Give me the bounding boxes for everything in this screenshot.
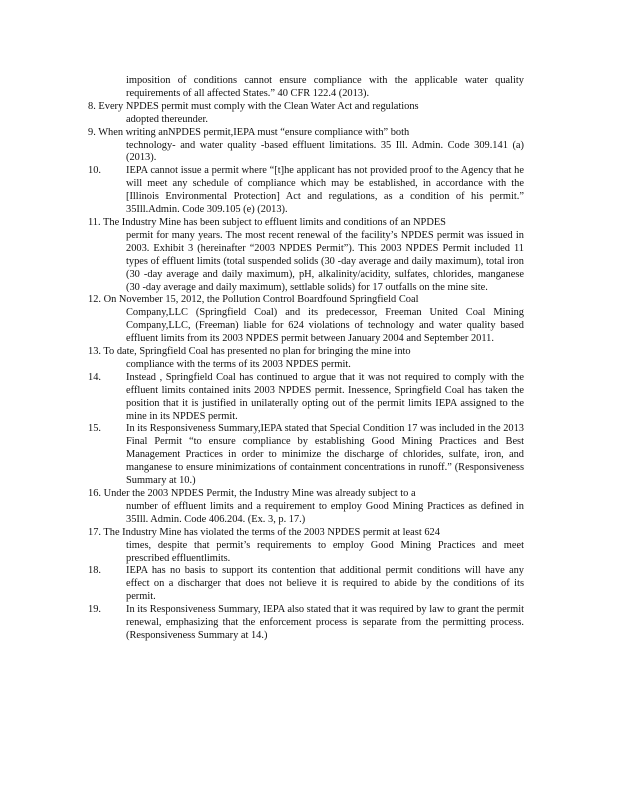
paragraph-19 [88, 604, 524, 643]
paragraph-number: 18. [88, 565, 101, 577]
paragraph-number: 11. [88, 216, 101, 228]
paragraph-9 [88, 127, 524, 166]
paragraph-17 [88, 527, 524, 566]
paragraph-number: 14. [88, 371, 101, 383]
paragraph-first-line: To date, Springfield Coal has presented no plan for bringing the mine into [103, 346, 411, 358]
paragraph-number: 8. [88, 100, 96, 112]
paragraph-body: permit for many years. The most recent renewal of the facility’s NPDES permit was issued in 2003. Exhibit 3 (hereinafter “2003 NPDES Permit”). This 2003 NPDES Permit included 11 types of effluent limits (total suspended solids (30 -day average and daily maximum), total iron (30 -day average and daily maximum), pH, alkalinity/acidity, sulfates, chlorides, manganese (30 -day average and daily maximum), settlable solids) for 17 outfalls on the mine site. [126, 229, 524, 293]
paragraph-body: compliance with the terms of its 2003 NPDES permit. [126, 358, 351, 370]
paragraph-10 [88, 165, 524, 217]
paragraph-number: 16. [88, 488, 101, 499]
paragraph-8 [88, 101, 524, 127]
paragraph-number: 13. [88, 346, 101, 358]
paragraph-18 [88, 565, 524, 604]
paragraph-number: 12. [88, 294, 101, 306]
paragraph-body: Instead , Springfield Coal has continued to argue that it was not required to comply with the effluent limits contained inits 2003 NPDES permit. Inessence, Springfield Coal has taken the position that it is justified in unilaterally opting out of the permit limits IEPA assigned to the mine in its NPDES permit. [126, 371, 524, 422]
paragraph-first-line: Every NPDES permit must comply with the Clean Water Act and regulations [98, 100, 419, 112]
document-body [88, 75, 524, 643]
paragraph-body: In its Responsiveness Summary,IEPA stated that Special Condition 17 was included in the 2013 Final Permit “to ensure compliance by establishing Good Mining Practices and Best Management Practices in order to minimize the discharge of chlorides, sulfate, iron, and manganese to ensure minimizations of containment concentrations in runoff.” (Responsiveness Summary at 10.) [126, 423, 524, 487]
paragraph-first-line: The Industry Mine has violated the terms of the 2003 NPDES permit at least 624 [103, 526, 440, 538]
paragraph-body: number of effluent limits and a requirement to employ Good Mining Practices as defined in 35Ill. Admin. Code 406.204. (Ex. 3, p. 17.) [126, 500, 524, 525]
paragraph-15 [88, 423, 524, 488]
paragraph-11 [88, 217, 524, 294]
paragraph-number: 17. [88, 526, 101, 538]
paragraph-body: technology- and water quality -based effluent limitations. 35 Ill. Admin. Code 309.141 (a) (2013). [126, 139, 524, 164]
paragraph-body: IEPA has no basis to support its contention that additional permit conditions will have any effect on a discharger that does not believe it is required to abide by the conditions of its permit. [126, 565, 524, 603]
continuation-text: imposition of conditions cannot ensure compliance with the applicable water quality requirements of all affected States.” 40 CFR 122.4 (2013). [126, 75, 524, 99]
paragraph-body: times, despite that permit’s requirements to employ Good Mining Practices and meet prescribed effluentlimits. [126, 539, 524, 564]
paragraph-13 [88, 346, 524, 372]
paragraph-number: 19. [88, 604, 101, 616]
paragraph-first-line: When writing anNPDES permit,IEPA must “ensure compliance with” both [98, 126, 410, 138]
paragraph-body: In its Responsiveness Summary, IEPA also stated that it was required by law to grant the permit renewal, emphasizing that the enforcement process is separate from the permitting process. (Responsiveness Summary at 14.) [126, 604, 524, 641]
paragraph-first-line: The Industry Mine has been subject to effluent limits and conditions of an NPDES [103, 216, 446, 228]
paragraph-12 [88, 294, 524, 346]
paragraph-body: adopted thereunder. [126, 113, 208, 125]
paragraph-body: IEPA cannot issue a permit where “[t]he applicant has not provided proof to the Agency that he will meet any schedule of compliance which may be established, in accordance with the [Illinois Environmental Protection] Act and regulations, as a condition of his permit.” 35Ill.Admin. Code 309.105 (e) (2013). [126, 165, 524, 216]
paragraph-14 [88, 372, 524, 424]
paragraph-number: 10. [88, 165, 101, 177]
paragraph-number: 15. [88, 423, 101, 435]
paragraph-16 [88, 488, 524, 527]
paragraph-first-line: Under the 2003 NPDES Permit, the Industry Mine was already subject to a [103, 488, 416, 499]
paragraph-first-line: On November 15, 2012, the Pollution Control Boardfound Springfield Coal [103, 294, 419, 306]
paragraph-number: 9. [88, 126, 96, 138]
paragraph-body: Company,LLC (Springfield Coal) and its predecessor, Freeman United Coal Mining Company,LLC, (Freeman) liable for 624 violations of technology and water quality based effluent limits from its 2003 NPDES permit between January 2004 and September 2011. [126, 307, 524, 345]
